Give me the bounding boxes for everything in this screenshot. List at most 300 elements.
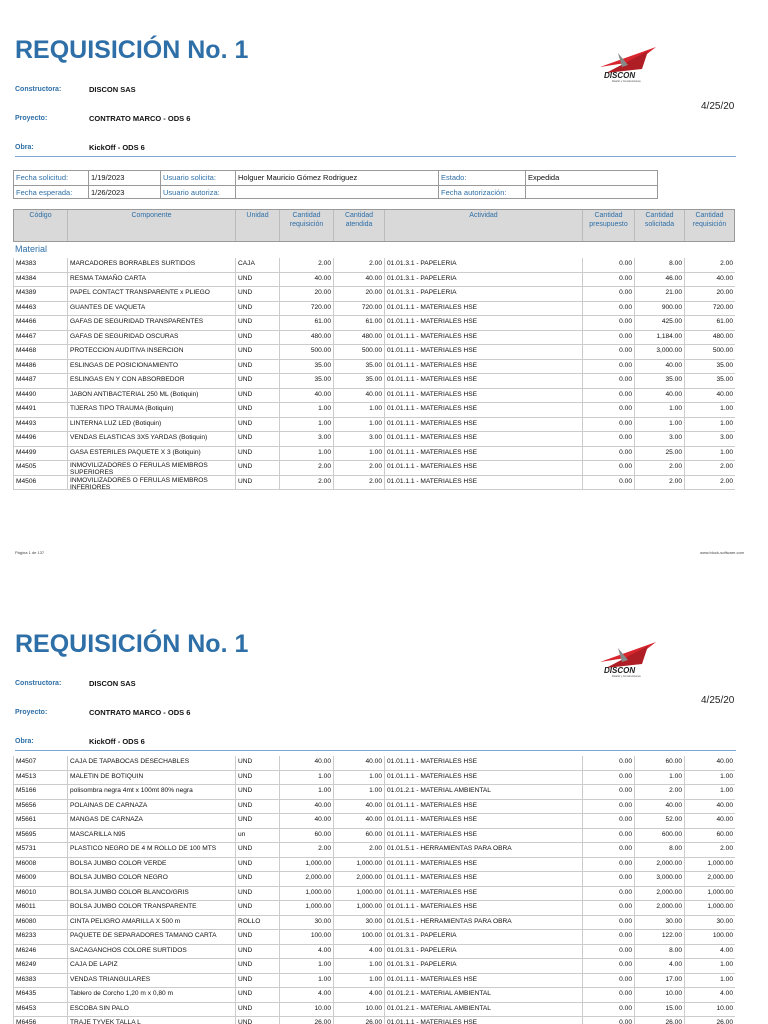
cell-codigo: M4383 bbox=[13, 258, 67, 272]
cell-unidad: UND bbox=[235, 901, 279, 915]
cell-cantidad-presupuesto: 0.00 bbox=[582, 771, 634, 785]
cell-codigo: M5731 bbox=[13, 843, 67, 857]
cell-cantidad-requisicion: 2,000.00 bbox=[279, 872, 333, 886]
cell-codigo: M6246 bbox=[13, 945, 67, 959]
cell-cantidad-requisicion: 10.00 bbox=[279, 1003, 333, 1017]
cell-cantidad-requisicion: 40.00 bbox=[279, 756, 333, 770]
cell-cantidad-requisicion: 1.00 bbox=[279, 403, 333, 417]
fecha-autorizacion-value bbox=[526, 185, 657, 199]
cell-componente: PAQUETE DE SEPARADORES TAMANO CARTA bbox=[67, 930, 235, 944]
obra-value: KickOff - ODS 6 bbox=[89, 143, 145, 152]
cell-cantidad-atendida: 20.00 bbox=[333, 287, 384, 301]
cell-cantidad-solicitada: 122.00 bbox=[634, 930, 684, 944]
cell-componente: CAJA DE LAPIZ bbox=[67, 959, 235, 973]
col-cantidad-requisicion: Cantidad requisición bbox=[280, 210, 334, 241]
cell-unidad: UND bbox=[235, 331, 279, 345]
cell-cantidad-requisicion-2: 2,000.00 bbox=[684, 872, 735, 886]
discon-logo bbox=[598, 47, 658, 83]
cell-unidad: UND bbox=[235, 1017, 279, 1024]
cell-componente: RESMA TAMAÑO CARTA bbox=[67, 273, 235, 287]
cell-cantidad-solicitada: 40.00 bbox=[634, 800, 684, 814]
cell-unidad: un bbox=[235, 829, 279, 843]
cell-cantidad-solicitada: 3.00 bbox=[634, 432, 684, 446]
cell-cantidad-solicitada: 8.00 bbox=[634, 945, 684, 959]
cell-cantidad-atendida: 1,000.00 bbox=[333, 901, 384, 915]
table-row bbox=[13, 360, 735, 375]
section-material: Material bbox=[15, 244, 48, 254]
cell-actividad: 01.01.1.1 - MATERIALES HSE bbox=[384, 974, 582, 988]
cell-actividad: 01.01.1.1 - MATERIALES HSE bbox=[384, 829, 582, 843]
table-row bbox=[13, 258, 735, 273]
cell-cantidad-presupuesto: 0.00 bbox=[582, 389, 634, 403]
cell-cantidad-requisicion: 40.00 bbox=[279, 273, 333, 287]
cell-cantidad-requisicion: 20.00 bbox=[279, 287, 333, 301]
cell-cantidad-requisicion: 26.00 bbox=[279, 1017, 333, 1024]
cell-unidad: UND bbox=[235, 273, 279, 287]
cell-actividad: 01.01.1.1 - MATERIALES HSE bbox=[384, 476, 582, 490]
cell-cantidad-presupuesto: 0.00 bbox=[582, 287, 634, 301]
cell-codigo: M4499 bbox=[13, 447, 67, 461]
cell-codigo: M4486 bbox=[13, 360, 67, 374]
table-row bbox=[13, 403, 735, 418]
cell-componente: VENDAS TRIANGULARES bbox=[67, 974, 235, 988]
cell-actividad: 01.01.1.1 - MATERIALES HSE bbox=[384, 316, 582, 330]
cell-unidad: UND bbox=[235, 447, 279, 461]
cell-cantidad-presupuesto: 0.00 bbox=[582, 930, 634, 944]
cell-cantidad-solicitada: 600.00 bbox=[634, 829, 684, 843]
cell-componente: polisombra negra 4mt x 100mt 80% negra bbox=[67, 785, 235, 799]
cell-actividad: 01.01.1.1 - MATERIALES HSE bbox=[384, 901, 582, 915]
cell-cantidad-solicitada: 2.00 bbox=[634, 476, 684, 490]
cell-cantidad-solicitada: 40.00 bbox=[634, 360, 684, 374]
cell-cantidad-requisicion: 2.00 bbox=[279, 843, 333, 857]
cell-codigo: M4505 bbox=[13, 461, 67, 475]
table-row bbox=[13, 345, 735, 360]
cell-codigo: M6435 bbox=[13, 988, 67, 1002]
cell-cantidad-requisicion-2: 500.00 bbox=[684, 345, 735, 359]
col-actividad: Actividad bbox=[385, 210, 583, 241]
cell-cantidad-requisicion-2: 1.00 bbox=[684, 403, 735, 417]
cell-cantidad-presupuesto: 0.00 bbox=[582, 959, 634, 973]
cell-cantidad-requisicion-2: 480.00 bbox=[684, 331, 735, 345]
cell-cantidad-solicitada: 8.00 bbox=[634, 258, 684, 272]
cell-codigo: M6080 bbox=[13, 916, 67, 930]
cell-cantidad-presupuesto: 0.00 bbox=[582, 374, 634, 388]
cell-unidad: UND bbox=[235, 345, 279, 359]
cell-cantidad-requisicion-2: 20.00 bbox=[684, 287, 735, 301]
cell-unidad: UND bbox=[235, 785, 279, 799]
cell-codigo: M5166 bbox=[13, 785, 67, 799]
cell-cantidad-atendida: 35.00 bbox=[333, 374, 384, 388]
usuario-solicita-value: Holguer Mauricio Gómez Rodriguez bbox=[236, 171, 439, 185]
cell-codigo: M4496 bbox=[13, 432, 67, 446]
cell-unidad: UND bbox=[235, 389, 279, 403]
cell-codigo: M5695 bbox=[13, 829, 67, 843]
cell-componente: MALETIN DE BOTIQUIN bbox=[67, 771, 235, 785]
cell-cantidad-atendida: 4.00 bbox=[333, 988, 384, 1002]
cell-codigo: M6008 bbox=[13, 858, 67, 872]
cell-codigo: M4513 bbox=[13, 771, 67, 785]
cell-codigo: M5661 bbox=[13, 814, 67, 828]
col-codigo: Código bbox=[14, 210, 68, 241]
cell-cantidad-solicitada: 8.00 bbox=[634, 843, 684, 857]
cell-cantidad-atendida: 1.00 bbox=[333, 771, 384, 785]
cell-cantidad-presupuesto: 0.00 bbox=[582, 872, 634, 886]
cell-codigo: M4467 bbox=[13, 331, 67, 345]
cell-cantidad-atendida: 720.00 bbox=[333, 302, 384, 316]
cell-codigo: M4493 bbox=[13, 418, 67, 432]
cell-cantidad-atendida: 2.00 bbox=[333, 476, 384, 490]
cell-cantidad-requisicion-2: 2.00 bbox=[684, 258, 735, 272]
table-row bbox=[13, 872, 735, 887]
cell-cantidad-requisicion: 40.00 bbox=[279, 389, 333, 403]
cell-unidad: UND bbox=[235, 800, 279, 814]
cell-cantidad-solicitada: 2,000.00 bbox=[634, 901, 684, 915]
cell-codigo: M4389 bbox=[13, 287, 67, 301]
discon-logo bbox=[598, 642, 658, 678]
cell-cantidad-solicitada: 30.00 bbox=[634, 916, 684, 930]
cell-actividad: 01.01.2.1 - MATERIAL AMBIENTAL bbox=[384, 1003, 582, 1017]
table-row bbox=[13, 814, 735, 829]
cell-cantidad-solicitada: 2.00 bbox=[634, 461, 684, 475]
items-table-header bbox=[13, 209, 735, 242]
cell-componente: BOLSA JUMBO COLOR BLANCO/GRIS bbox=[67, 887, 235, 901]
cell-cantidad-requisicion: 40.00 bbox=[279, 814, 333, 828]
cell-componente: CINTA PELIGRO AMARILLA X 500 m bbox=[67, 916, 235, 930]
cell-codigo: M4506 bbox=[13, 476, 67, 490]
cell-cantidad-presupuesto: 0.00 bbox=[582, 901, 634, 915]
table-row bbox=[13, 945, 735, 960]
cell-cantidad-requisicion-2: 4.00 bbox=[684, 945, 735, 959]
cell-cantidad-atendida: 10.00 bbox=[333, 1003, 384, 1017]
cell-codigo: M4507 bbox=[13, 756, 67, 770]
cell-cantidad-requisicion: 1.00 bbox=[279, 771, 333, 785]
cell-cantidad-solicitada: 35.00 bbox=[634, 374, 684, 388]
cell-cantidad-presupuesto: 0.00 bbox=[582, 843, 634, 857]
request-info-grid bbox=[13, 170, 658, 199]
cell-cantidad-solicitada: 10.00 bbox=[634, 988, 684, 1002]
cell-unidad: UND bbox=[235, 771, 279, 785]
cell-cantidad-requisicion-2: 3.00 bbox=[684, 432, 735, 446]
cell-componente: TRAJE TYVEK TALLA L bbox=[67, 1017, 235, 1024]
constructora-label: Constructora: bbox=[15, 680, 62, 687]
cell-unidad: UND bbox=[235, 945, 279, 959]
cell-cantidad-presupuesto: 0.00 bbox=[582, 974, 634, 988]
header-divider bbox=[15, 156, 736, 157]
cell-actividad: 01.01.3.1 - PAPELERIA bbox=[384, 959, 582, 973]
cell-cantidad-presupuesto: 0.00 bbox=[582, 800, 634, 814]
table-row bbox=[13, 316, 735, 331]
cell-cantidad-presupuesto: 0.00 bbox=[582, 1017, 634, 1024]
cell-actividad: 01.01.1.1 - MATERIALES HSE bbox=[384, 771, 582, 785]
svg-text:Diseño y Construcciones: Diseño y Construcciones bbox=[612, 675, 641, 678]
cell-cantidad-requisicion: 4.00 bbox=[279, 945, 333, 959]
cell-cantidad-solicitada: 3,000.00 bbox=[634, 872, 684, 886]
cell-actividad: 01.01.1.1 - MATERIALES HSE bbox=[384, 331, 582, 345]
cell-componente: GASA ESTERILES PAQUETE X 3 (Botiquin) bbox=[67, 447, 235, 461]
cell-actividad: 01.01.5.1 - HERRAMIENTAS PARA OBRA bbox=[384, 843, 582, 857]
cell-cantidad-atendida: 60.00 bbox=[333, 829, 384, 843]
table-row bbox=[13, 331, 735, 346]
cell-unidad: UND bbox=[235, 930, 279, 944]
table-row bbox=[13, 374, 735, 389]
cell-cantidad-requisicion: 1.00 bbox=[279, 974, 333, 988]
cell-componente: MASCARILLA N95 bbox=[67, 829, 235, 843]
cell-componente: GAFAS DE SEGURIDAD OSCURAS bbox=[67, 331, 235, 345]
cell-cantidad-presupuesto: 0.00 bbox=[582, 988, 634, 1002]
cell-cantidad-requisicion: 1,000.00 bbox=[279, 901, 333, 915]
cell-componente: SACAGANCHOS COLORE SURTIDOS bbox=[67, 945, 235, 959]
page-number: Página 1 de 137 bbox=[15, 550, 45, 555]
cell-cantidad-requisicion-2: 60.00 bbox=[684, 829, 735, 843]
cell-componente: POLAINAS DE CARNAZA bbox=[67, 800, 235, 814]
obra-label: Obra: bbox=[15, 738, 34, 745]
cell-codigo: M4490 bbox=[13, 389, 67, 403]
cell-actividad: 01.01.1.1 - MATERIALES HSE bbox=[384, 447, 582, 461]
cell-componente: INMOVILIZADORES O FERULAS MIEMBROS INFERIORES bbox=[67, 476, 235, 490]
cell-cantidad-atendida: 2.00 bbox=[333, 258, 384, 272]
report-date: 4/25/20 bbox=[701, 101, 735, 112]
cell-cantidad-solicitada: 46.00 bbox=[634, 273, 684, 287]
cell-cantidad-solicitada: 15.00 bbox=[634, 1003, 684, 1017]
footer-website: www.block-software.com bbox=[700, 550, 745, 555]
cell-cantidad-requisicion-2: 1.00 bbox=[684, 959, 735, 973]
cell-componente: PAPEL CONTACT TRANSPARENTE x PLIEGO bbox=[67, 287, 235, 301]
cell-componente: ESLINGAS DE POSICIONAMIENTO bbox=[67, 360, 235, 374]
cell-cantidad-atendida: 1,000.00 bbox=[333, 887, 384, 901]
cell-cantidad-solicitada: 17.00 bbox=[634, 974, 684, 988]
cell-componente: ESCOBA SIN PALO bbox=[67, 1003, 235, 1017]
cell-unidad: CAJA bbox=[235, 258, 279, 272]
cell-cantidad-atendida: 40.00 bbox=[333, 273, 384, 287]
cell-cantidad-requisicion: 2.00 bbox=[279, 258, 333, 272]
obra-label: Obra: bbox=[15, 144, 34, 151]
constructora-value: DISCON SAS bbox=[89, 85, 136, 94]
table-row bbox=[13, 974, 735, 989]
cell-cantidad-requisicion-2: 40.00 bbox=[684, 814, 735, 828]
cell-cantidad-requisicion-2: 40.00 bbox=[684, 389, 735, 403]
cell-componente: Tablero de Corcho 1,20 m x 0,80 m bbox=[67, 988, 235, 1002]
cell-cantidad-requisicion-2: 1,000.00 bbox=[684, 901, 735, 915]
table-row bbox=[13, 959, 735, 974]
items-table-body bbox=[13, 258, 735, 490]
table-row bbox=[13, 887, 735, 902]
cell-unidad: UND bbox=[235, 476, 279, 490]
table-row bbox=[13, 432, 735, 447]
cell-actividad: 01.01.3.1 - PAPELERIA bbox=[384, 930, 582, 944]
cell-actividad: 01.01.2.1 - MATERIAL AMBIENTAL bbox=[384, 785, 582, 799]
cell-cantidad-requisicion-2: 40.00 bbox=[684, 273, 735, 287]
report-date: 4/25/20 bbox=[701, 695, 735, 706]
cell-actividad: 01.01.1.1 - MATERIALES HSE bbox=[384, 418, 582, 432]
table-row bbox=[13, 302, 735, 317]
estado-label: Estado: bbox=[439, 171, 526, 185]
cell-cantidad-atendida: 40.00 bbox=[333, 814, 384, 828]
cell-actividad: 01.01.1.1 - MATERIALES HSE bbox=[384, 887, 582, 901]
cell-actividad: 01.01.5.1 - HERRAMIENTAS PARA OBRA bbox=[384, 916, 582, 930]
cell-cantidad-solicitada: 40.00 bbox=[634, 389, 684, 403]
cell-cantidad-requisicion: 60.00 bbox=[279, 829, 333, 843]
cell-cantidad-presupuesto: 0.00 bbox=[582, 432, 634, 446]
cell-cantidad-requisicion: 35.00 bbox=[279, 374, 333, 388]
cell-cantidad-atendida: 40.00 bbox=[333, 800, 384, 814]
cell-cantidad-atendida: 3.00 bbox=[333, 432, 384, 446]
cell-cantidad-requisicion: 1.00 bbox=[279, 447, 333, 461]
fecha-autorizacion-label: Fecha autorización: bbox=[439, 185, 526, 199]
cell-cantidad-presupuesto: 0.00 bbox=[582, 403, 634, 417]
cell-cantidad-requisicion: 1.00 bbox=[279, 959, 333, 973]
cell-cantidad-solicitada: 2,000.00 bbox=[634, 887, 684, 901]
cell-cantidad-requisicion-2: 2.00 bbox=[684, 843, 735, 857]
cell-componente: PLASTICO NEGRO DE 4 M ROLLO DE 100 MTS bbox=[67, 843, 235, 857]
table-row bbox=[13, 829, 735, 844]
obra-value: KickOff - ODS 6 bbox=[89, 737, 145, 746]
usuario-autoriza-value bbox=[236, 185, 439, 199]
cell-codigo: M6010 bbox=[13, 887, 67, 901]
cell-cantidad-presupuesto: 0.00 bbox=[582, 418, 634, 432]
cell-cantidad-requisicion: 480.00 bbox=[279, 331, 333, 345]
cell-cantidad-solicitada: 2,000.00 bbox=[634, 858, 684, 872]
cell-componente: BOLSA JUMBO COLOR VERDE bbox=[67, 858, 235, 872]
cell-actividad: 01.01.1.1 - MATERIALES HSE bbox=[384, 461, 582, 475]
cell-componente: PROTECCION AUDITIVA INSERCION bbox=[67, 345, 235, 359]
cell-actividad: 01.01.3.1 - PAPELERIA bbox=[384, 273, 582, 287]
cell-cantidad-solicitada: 60.00 bbox=[634, 756, 684, 770]
table-row bbox=[13, 771, 735, 786]
cell-codigo: M4487 bbox=[13, 374, 67, 388]
col-unidad: Unidad bbox=[236, 210, 280, 241]
cell-unidad: UND bbox=[235, 418, 279, 432]
cell-cantidad-solicitada: 21.00 bbox=[634, 287, 684, 301]
cell-cantidad-requisicion: 1,000.00 bbox=[279, 887, 333, 901]
svg-text:DISCON: DISCON bbox=[604, 666, 636, 675]
cell-unidad: UND bbox=[235, 814, 279, 828]
cell-cantidad-atendida: 1.00 bbox=[333, 959, 384, 973]
cell-cantidad-atendida: 4.00 bbox=[333, 945, 384, 959]
cell-componente: BOLSA JUMBO COLOR NEGRO bbox=[67, 872, 235, 886]
cell-cantidad-atendida: 1,000.00 bbox=[333, 858, 384, 872]
cell-codigo: M4466 bbox=[13, 316, 67, 330]
cell-actividad: 01.01.1.1 - MATERIALES HSE bbox=[384, 814, 582, 828]
fecha-solicitud-label: Fecha solicitud: bbox=[14, 171, 89, 185]
cell-actividad: 01.01.2.1 - MATERIAL AMBIENTAL bbox=[384, 988, 582, 1002]
constructora-value: DISCON SAS bbox=[89, 679, 136, 688]
cell-componente: ESLINGAS EN Y CON ABSORBEDOR bbox=[67, 374, 235, 388]
cell-actividad: 01.01.1.1 - MATERIALES HSE bbox=[384, 345, 582, 359]
cell-cantidad-requisicion-2: 720.00 bbox=[684, 302, 735, 316]
cell-cantidad-solicitada: 25.00 bbox=[634, 447, 684, 461]
cell-cantidad-atendida: 1.00 bbox=[333, 974, 384, 988]
usuario-solicita-label: Usuario solicita: bbox=[161, 171, 236, 185]
cell-cantidad-presupuesto: 0.00 bbox=[582, 476, 634, 490]
table-row bbox=[13, 756, 735, 771]
cell-codigo: M6011 bbox=[13, 901, 67, 915]
cell-cantidad-atendida: 1.00 bbox=[333, 785, 384, 799]
cell-cantidad-atendida: 500.00 bbox=[333, 345, 384, 359]
cell-codigo: M4491 bbox=[13, 403, 67, 417]
col-cantidad-solicitada: Cantidad solicitada bbox=[635, 210, 685, 241]
cell-codigo: M6383 bbox=[13, 974, 67, 988]
items-table-body bbox=[13, 756, 735, 1024]
cell-actividad: 01.01.1.1 - MATERIALES HSE bbox=[384, 360, 582, 374]
proyecto-label: Proyecto: bbox=[15, 709, 48, 716]
table-row bbox=[13, 447, 735, 462]
cell-cantidad-requisicion: 3.00 bbox=[279, 432, 333, 446]
cell-cantidad-presupuesto: 0.00 bbox=[582, 302, 634, 316]
cell-cantidad-presupuesto: 0.00 bbox=[582, 447, 634, 461]
cell-actividad: 01.01.1.1 - MATERIALES HSE bbox=[384, 302, 582, 316]
cell-cantidad-solicitada: 1,184.00 bbox=[634, 331, 684, 345]
fecha-solicitud-value: 1/19/2023 bbox=[89, 171, 161, 185]
cell-cantidad-requisicion-2: 4.00 bbox=[684, 988, 735, 1002]
cell-cantidad-presupuesto: 0.00 bbox=[582, 316, 634, 330]
page-title: REQUISICIÓN No. 1 bbox=[15, 630, 249, 658]
cell-unidad: ROLLO bbox=[235, 916, 279, 930]
cell-actividad: 01.01.1.1 - MATERIALES HSE bbox=[384, 858, 582, 872]
cell-unidad: UND bbox=[235, 287, 279, 301]
cell-actividad: 01.01.1.1 - MATERIALES HSE bbox=[384, 1017, 582, 1024]
fecha-esperada-value: 1/26/2023 bbox=[89, 185, 161, 199]
cell-codigo: M6009 bbox=[13, 872, 67, 886]
table-row bbox=[13, 476, 735, 491]
cell-componente: MARCADORES BORRABLES SURTIDOS bbox=[67, 258, 235, 272]
cell-cantidad-solicitada: 900.00 bbox=[634, 302, 684, 316]
cell-actividad: 01.01.3.1 - PAPELERIA bbox=[384, 258, 582, 272]
cell-cantidad-presupuesto: 0.00 bbox=[582, 814, 634, 828]
cell-cantidad-atendida: 2.00 bbox=[333, 461, 384, 475]
proyecto-value: CONTRATO MARCO - ODS 6 bbox=[89, 708, 191, 717]
cell-unidad: UND bbox=[235, 988, 279, 1002]
cell-unidad: UND bbox=[235, 974, 279, 988]
cell-cantidad-presupuesto: 0.00 bbox=[582, 1003, 634, 1017]
constructora-label: Constructora: bbox=[15, 86, 62, 93]
cell-cantidad-requisicion: 1.00 bbox=[279, 418, 333, 432]
cell-cantidad-requisicion: 100.00 bbox=[279, 930, 333, 944]
cell-componente: BOLSA JUMBO COLOR TRANSPARENTE bbox=[67, 901, 235, 915]
cell-cantidad-atendida: 26.00 bbox=[333, 1017, 384, 1024]
cell-actividad: 01.01.1.1 - MATERIALES HSE bbox=[384, 800, 582, 814]
cell-cantidad-atendida: 1.00 bbox=[333, 418, 384, 432]
cell-componente: GUANTES DE VAQUETA bbox=[67, 302, 235, 316]
table-row bbox=[13, 287, 735, 302]
cell-cantidad-presupuesto: 0.00 bbox=[582, 273, 634, 287]
cell-cantidad-atendida: 1.00 bbox=[333, 447, 384, 461]
col-componente: Componente bbox=[68, 210, 236, 241]
requisition-page-2 bbox=[0, 600, 768, 1024]
cell-cantidad-atendida: 30.00 bbox=[333, 916, 384, 930]
cell-unidad: UND bbox=[235, 403, 279, 417]
cell-cantidad-requisicion-2: 26.00 bbox=[684, 1017, 735, 1024]
cell-actividad: 01.01.1.1 - MATERIALES HSE bbox=[384, 403, 582, 417]
cell-cantidad-presupuesto: 0.00 bbox=[582, 829, 634, 843]
cell-cantidad-requisicion-2: 40.00 bbox=[684, 756, 735, 770]
cell-cantidad-solicitada: 3,000.00 bbox=[634, 345, 684, 359]
cell-codigo: M6233 bbox=[13, 930, 67, 944]
cell-codigo: M4468 bbox=[13, 345, 67, 359]
cell-cantidad-requisicion-2: 1.00 bbox=[684, 974, 735, 988]
cell-cantidad-requisicion-2: 40.00 bbox=[684, 800, 735, 814]
cell-cantidad-presupuesto: 0.00 bbox=[582, 945, 634, 959]
table-row bbox=[13, 785, 735, 800]
table-row bbox=[13, 858, 735, 873]
cell-cantidad-requisicion: 61.00 bbox=[279, 316, 333, 330]
cell-componente: VENDAS ELASTICAS 3X5 YARDAS (Botiquin) bbox=[67, 432, 235, 446]
cell-codigo: M6456 bbox=[13, 1017, 67, 1024]
cell-cantidad-requisicion: 1,000.00 bbox=[279, 858, 333, 872]
cell-actividad: 01.01.1.1 - MATERIALES HSE bbox=[384, 389, 582, 403]
cell-componente: JABON ANTIBACTERIAL 250 ML (Botiquin) bbox=[67, 389, 235, 403]
cell-cantidad-requisicion-2: 10.00 bbox=[684, 1003, 735, 1017]
